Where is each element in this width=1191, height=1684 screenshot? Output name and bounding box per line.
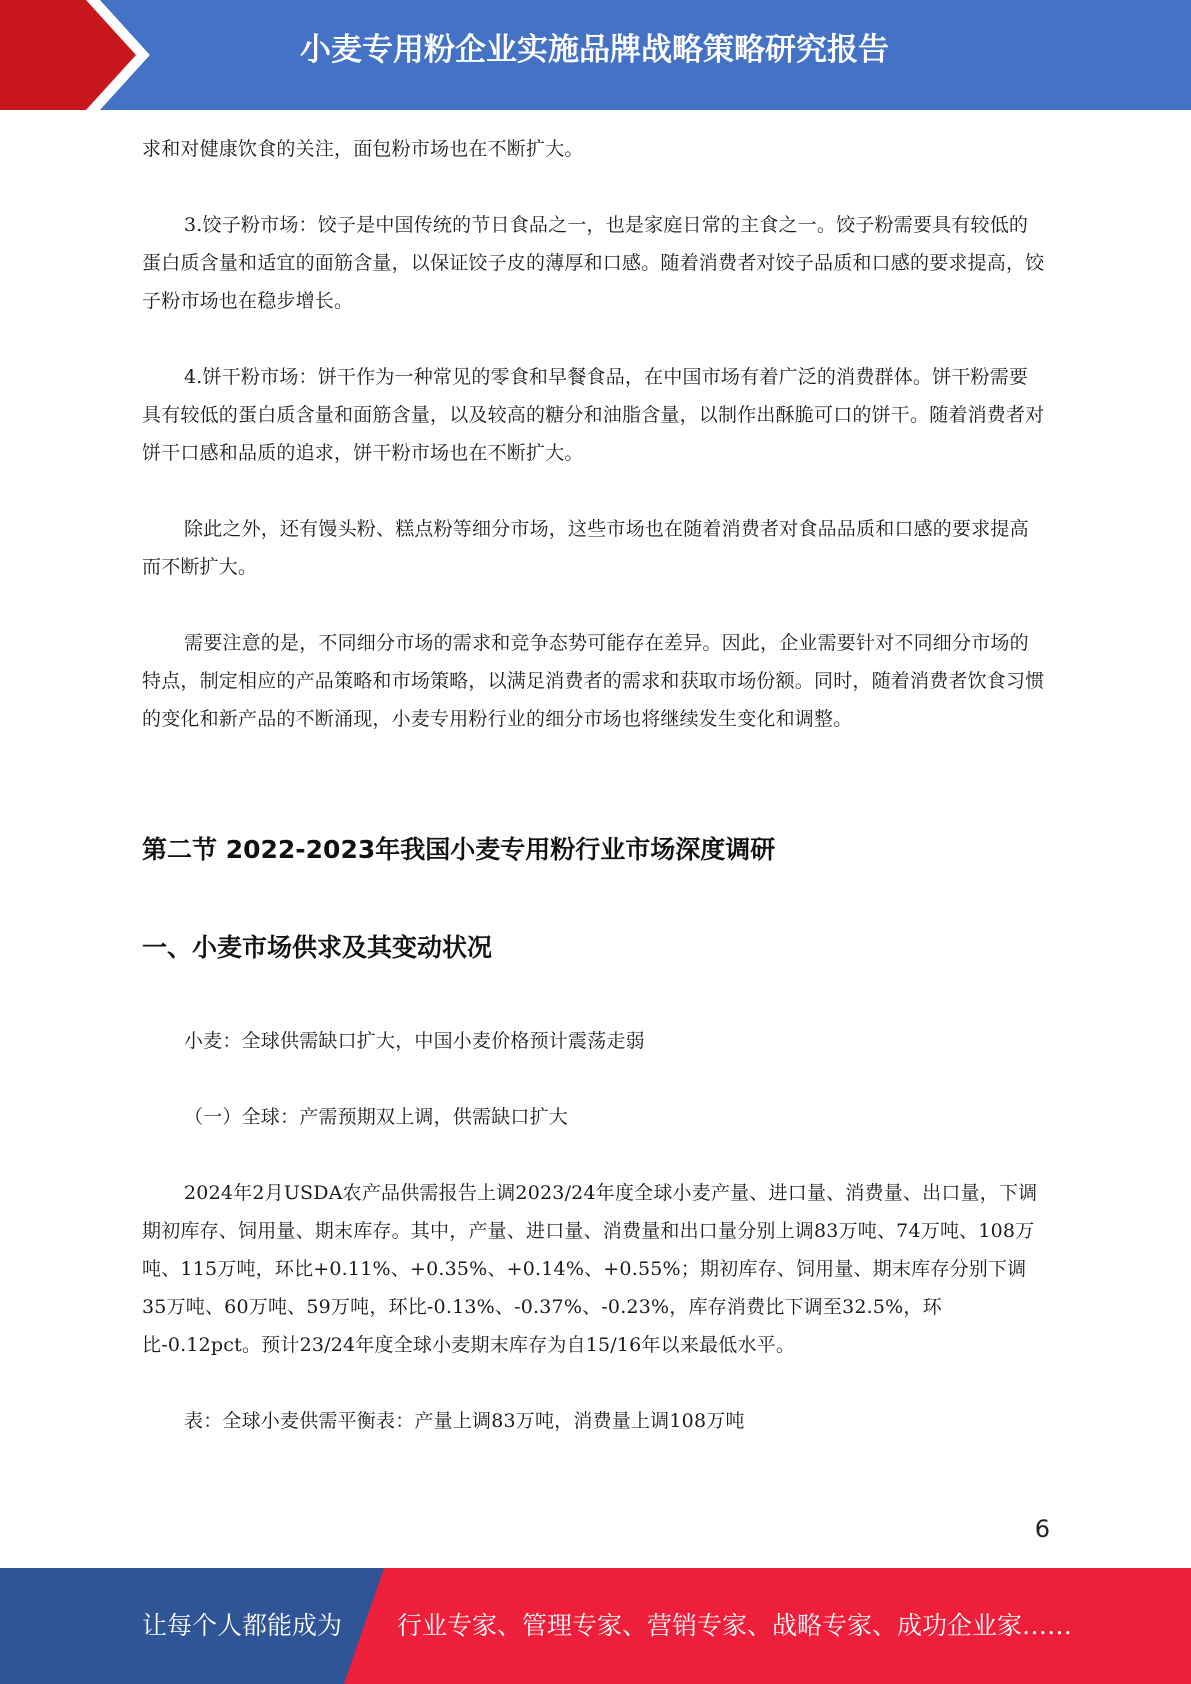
section-heading: 第二节 2022-2023年我国小麦专用粉行业市场深度调研 (142, 835, 776, 864)
page-header (0, 0, 1191, 110)
red-chevron-icon (0, 0, 160, 110)
page-number: 6 (1034, 1515, 1050, 1543)
paragraph: 小麦：全球供需缺口扩大，中国小麦价格预计震荡走弱 (184, 1030, 645, 1052)
paragraph: 除此之外，还有馒头粉、糕点粉等细分市场，这些市场也在随着消费者对食品品质和口感的要求提高而不断扩大。 (142, 518, 1029, 578)
subsection-heading: 一、小麦市场供求及其变动状况 (142, 933, 493, 962)
report-title: 小麦专用粉企业实施品牌战略策略研究报告 (300, 32, 889, 68)
paragraph: 3.饺子粉市场：饺子是中国传统的节日食品之一，也是家庭日常的主食之一。饺子粉需要具有较低的蛋白质含量和适宜的面筋含量，以保证饺子皮的薄厚和口感。随着消费者对饺子品质和口感的要求提高，饺子粉市场也在稳步增长。 (142, 214, 1045, 312)
table-caption: 表：全球小麦供需平衡表：产量上调83万吨，消费量上调108万吨 (184, 1410, 745, 1432)
page-content (142, 130, 1046, 1440)
paragraph: （一）全球：产需预期双上调，供需缺口扩大 (184, 1106, 569, 1128)
page-footer (0, 1568, 1191, 1684)
footer-slogan: 让每个人都能成为 (142, 1611, 343, 1640)
paragraph: 2024年2月USDA农产品供需报告上调2023/24年度全球小麦产量、进口量、消费量、出口量，下调期初库存、饲用量、期末库存。其中，产量、进口量、消费量和出口量分别上调83万吨、74万吨、108万吨、115万吨，环比+0.11%、+0.35%、+0.14%、+0.55%；期初库存、饲用量、期末库存分别下调35万吨、60万吨、59万吨，环比-0.13%、-0.37%、-0.23%，库存消费比下调至32.5%，环比-0.12pct。预计23/24年度全球小麦期末库存为自15/16年以来最低水平。 (142, 1182, 1038, 1356)
paragraph: 需要注意的是，不同细分市场的需求和竞争态势可能存在差异。因此，企业需要针对不同细分市场的特点，制定相应的产品策略和市场策略，以满足消费者的需求和获取市场份额。同时，随着消费者饮食习惯的变化和新产品的不断涌现，小麦专用粉行业的细分市场也将继续发生变化和调整。 (142, 632, 1045, 730)
paragraph: 求和对健康饮食的关注，面包粉市场也在不断扩大。 (142, 138, 584, 160)
paragraph: 4.饼干粉市场：饼干作为一种常见的零食和早餐食品，在中国市场有着广泛的消费群体。饼干粉需要具有较低的蛋白质含量和面筋含量，以及较高的糖分和油脂含量，以制作出酥脆可口的饼干。随着消费者对饼干口感和品质的追求，饼干粉市场也在不断扩大。 (142, 366, 1045, 464)
footer-tagline: 行业专家、管理专家、营销专家、战略专家、成功企业家…… (397, 1611, 1073, 1640)
